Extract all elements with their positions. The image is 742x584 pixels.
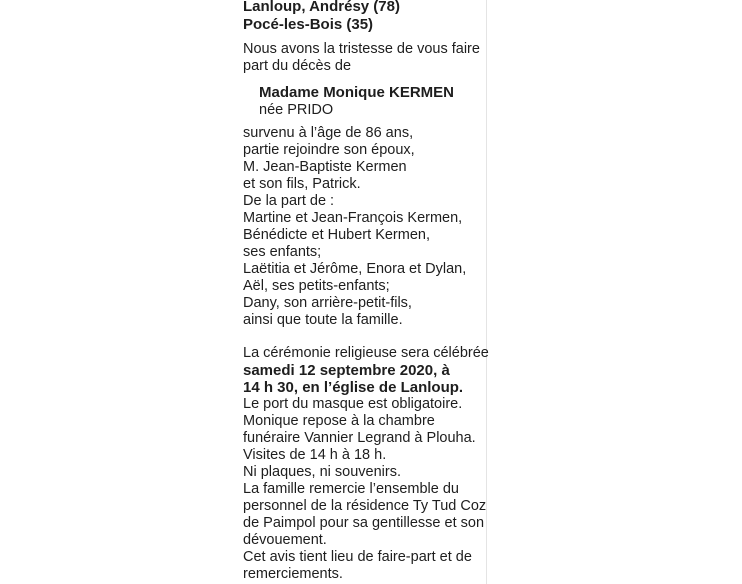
- deceased-birth-name: née PRIDO: [259, 102, 334, 118]
- location-line-2: Pocé-les-Bois (35): [243, 16, 374, 33]
- ceremony-detail-line: de Paimpol pour sa gentillesse et son: [243, 515, 485, 531]
- family-line: partie rejoindre son époux,: [243, 142, 415, 158]
- deceased-name: Madame Monique KERMEN: [259, 84, 455, 101]
- family-line: ses enfants;: [243, 244, 322, 260]
- family-line: Aël, ses petits-enfants;: [243, 278, 390, 294]
- ceremony-date: samedi 12 septembre 2020, à: [243, 362, 450, 379]
- family-line: Laëtitia et Jérôme, Enora et Dylan,: [243, 261, 467, 277]
- ceremony-detail-line: funéraire Vannier Legrand à Plouha.: [243, 430, 476, 446]
- family-line: Dany, son arrière-petit-fils,: [243, 295, 412, 311]
- ceremony-detail-line: Ni plaques, ni souvenirs.: [243, 464, 401, 480]
- ceremony-detail-line: Le port du masque est obligatoire.: [243, 396, 463, 412]
- family-line: ainsi que toute la famille.: [243, 312, 403, 328]
- ceremony-detail-line: dévouement.: [243, 532, 327, 548]
- family-line: et son fils, Patrick.: [243, 176, 361, 192]
- column-rule: [486, 0, 487, 584]
- family-line: Bénédicte et Hubert Kermen,: [243, 227, 430, 243]
- location-line-1: Lanloup, Andrésy (78): [243, 0, 400, 15]
- family-line: Martine et Jean-François Kermen,: [243, 210, 463, 226]
- ceremony-intro: La cérémonie religieuse sera célébrée: [243, 345, 489, 361]
- family-line: De la part de :: [243, 193, 335, 209]
- ceremony-time-place: 14 h 30, en l’église de Lanloup.: [243, 379, 464, 396]
- ceremony-detail-line: remerciements.: [243, 566, 343, 582]
- family-line: M. Jean-Baptiste Kermen: [243, 159, 407, 175]
- ceremony-detail-line: personnel de la résidence Ty Tud Coz: [243, 498, 487, 514]
- ceremony-detail-line: Cet avis tient lieu de faire-part et de: [243, 549, 472, 565]
- family-line: survenu à l’âge de 86 ans,: [243, 125, 414, 141]
- intro-line: part du décès de: [243, 58, 352, 74]
- intro-line: Nous avons la tristesse de vous faire: [243, 41, 480, 57]
- ceremony-detail-line: Monique repose à la chambre: [243, 413, 435, 429]
- ceremony-detail-line: Visites de 14 h à 18 h.: [243, 447, 387, 463]
- ceremony-detail-line: La famille remercie l’ensemble du: [243, 481, 459, 497]
